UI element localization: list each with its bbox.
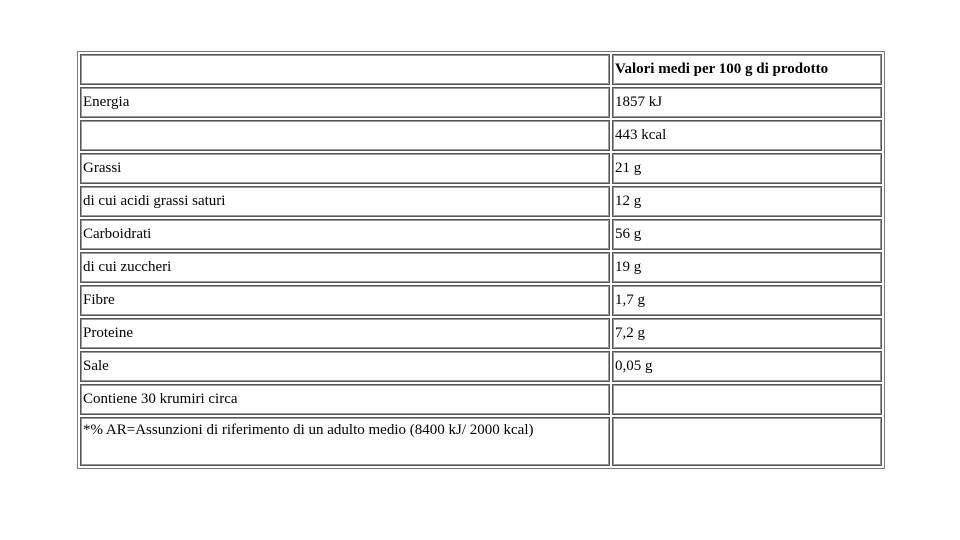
table-row: [80, 87, 882, 118]
nutrient-value: 56 g: [612, 219, 882, 250]
nutrient-label: Energia: [80, 87, 610, 118]
nutrient-label: Fibre: [80, 285, 610, 316]
nutrient-value: 19 g: [612, 252, 882, 283]
table-row: [80, 153, 882, 184]
nutrient-value: 12 g: [612, 186, 882, 217]
table-row: [80, 252, 882, 283]
table-header-row: [80, 54, 882, 85]
nutrient-value: 1,7 g: [612, 285, 882, 316]
table-row: [80, 351, 882, 382]
nutrient-label: di cui acidi grassi saturi: [80, 186, 610, 217]
nutrient-label: Grassi: [80, 153, 610, 184]
table-row: [80, 417, 882, 466]
note-value: [612, 384, 882, 415]
nutrient-label: Sale: [80, 351, 610, 382]
nutrient-label: Proteine: [80, 318, 610, 349]
nutrient-value: 7,2 g: [612, 318, 882, 349]
header-value-cell: Valori medi per 100 g di prodotto: [612, 54, 882, 85]
nutrition-table: [77, 51, 885, 469]
nutrient-value: 1857 kJ: [612, 87, 882, 118]
table-row: [80, 120, 882, 151]
footnote-value: [612, 417, 882, 466]
nutrient-label: Carboidrati: [80, 219, 610, 250]
nutrient-value: 21 g: [612, 153, 882, 184]
table-row: [80, 219, 882, 250]
table-row: [80, 186, 882, 217]
table-row: [80, 285, 882, 316]
note-label: Contiene 30 krumiri circa: [80, 384, 610, 415]
header-label-cell: [80, 54, 610, 85]
nutrient-label: di cui zuccheri: [80, 252, 610, 283]
table-row: [80, 318, 882, 349]
nutrient-value: 0,05 g: [612, 351, 882, 382]
table-row: [80, 384, 882, 415]
nutrient-value: 443 kcal: [612, 120, 882, 151]
nutrient-label: [80, 120, 610, 151]
footnote-label: *% AR=Assunzioni di riferimento di un adulto medio (8400 kJ/ 2000 kcal): [80, 417, 610, 466]
